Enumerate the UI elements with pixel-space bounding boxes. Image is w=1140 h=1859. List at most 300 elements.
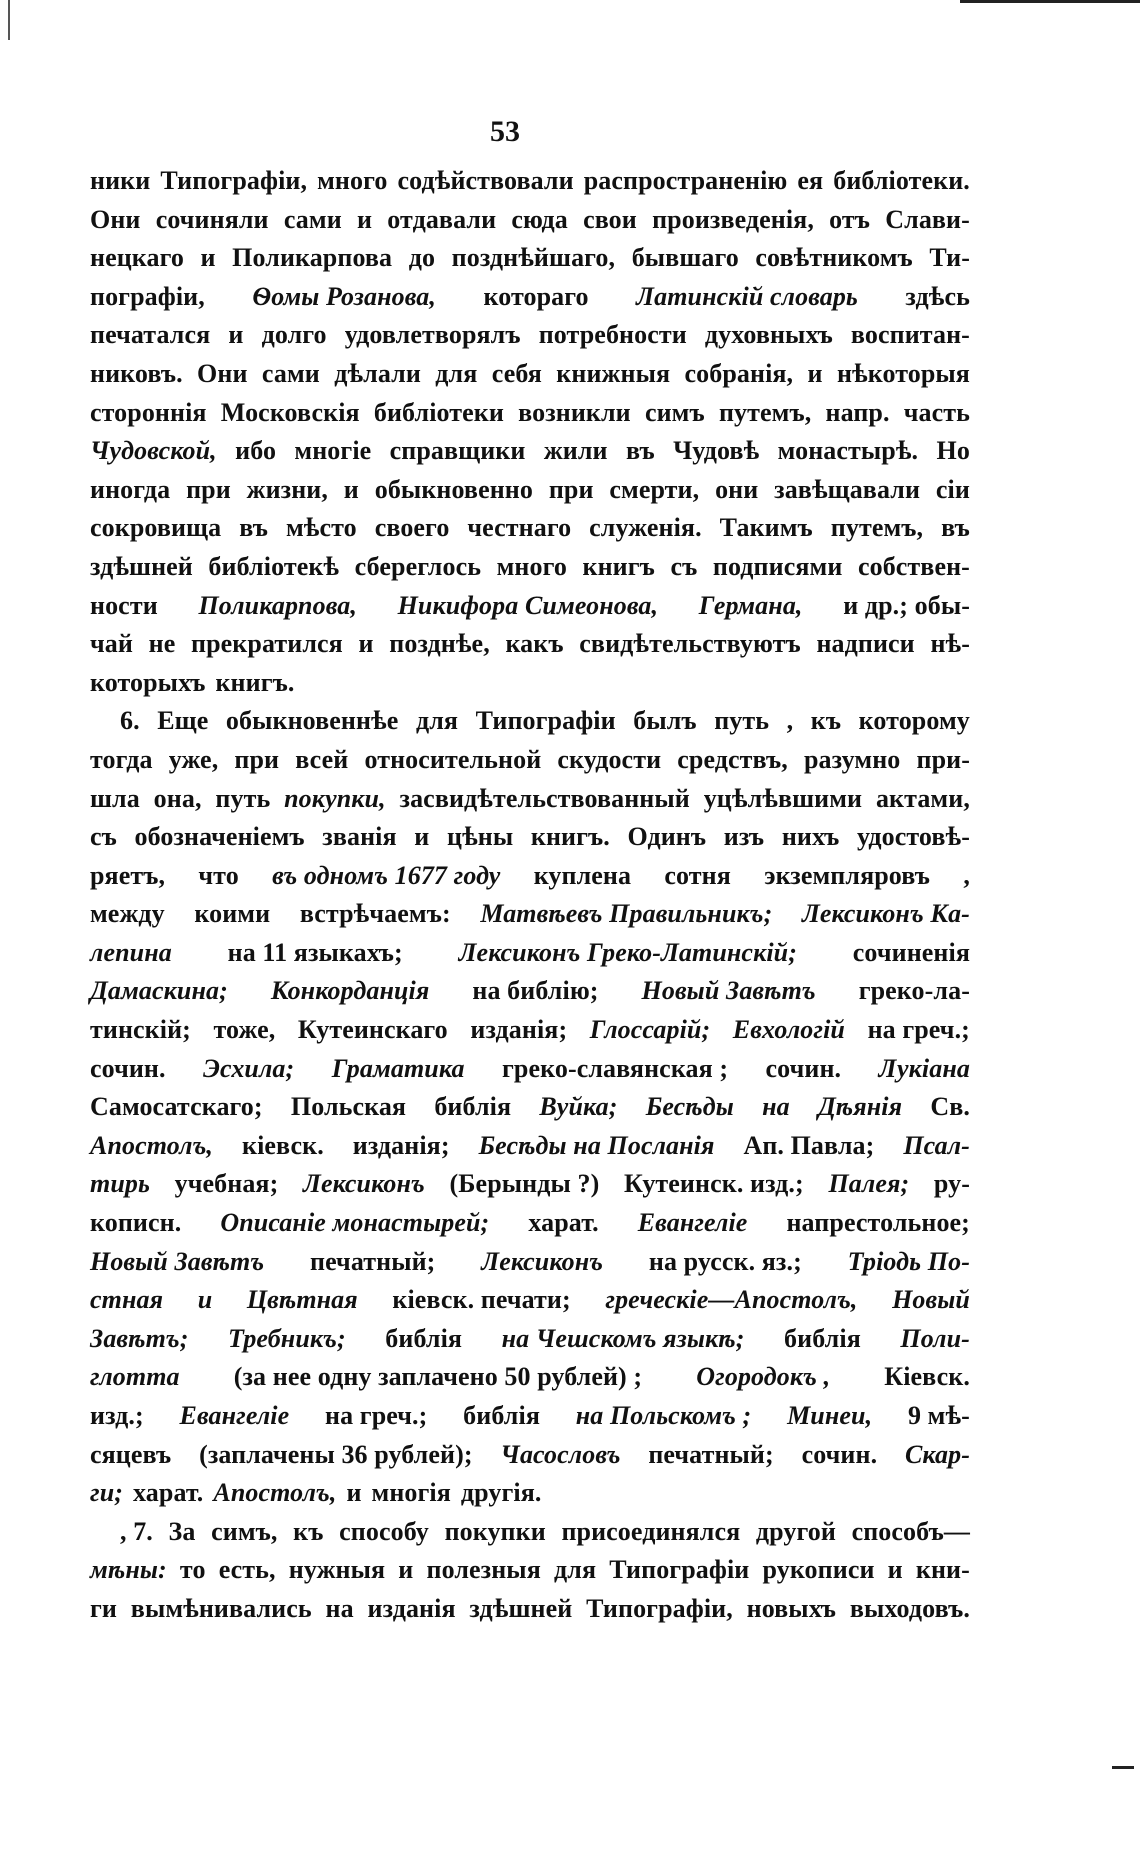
- word: часть: [903, 397, 970, 427]
- word: Скар-: [904, 1439, 970, 1469]
- word: и: [346, 1478, 362, 1508]
- word: Латинскій словарь: [636, 281, 858, 311]
- word: и: [358, 629, 374, 659]
- word: уцѣлѣвшими: [703, 783, 863, 813]
- word: Апостолъ,: [90, 1130, 214, 1160]
- word: Типографіи,: [586, 1593, 733, 1623]
- word: изъ: [723, 822, 765, 852]
- word: библія: [434, 1092, 512, 1122]
- text-line: [90, 1474, 970, 1513]
- word: свои: [583, 204, 637, 234]
- word: способу: [339, 1516, 429, 1546]
- word: которыхъ: [90, 667, 206, 697]
- word: (заплачены 36 рублей);: [199, 1439, 473, 1469]
- word: удовлетворялъ: [344, 320, 521, 350]
- word: Св.: [930, 1092, 970, 1122]
- word: на библію;: [472, 976, 599, 1006]
- word: нихъ: [781, 822, 840, 852]
- word: 6.: [120, 706, 140, 736]
- word: Эсхила;: [203, 1053, 295, 1083]
- word: разумно: [803, 744, 901, 774]
- word: уже,: [168, 744, 219, 774]
- word: Такимъ: [719, 513, 813, 543]
- word: дѣлали: [334, 358, 421, 388]
- word: Вуйка;: [539, 1092, 618, 1122]
- word: кіевск.: [241, 1130, 324, 1160]
- word: путь: [215, 783, 271, 813]
- text-line: [90, 1204, 970, 1243]
- word: Они: [90, 204, 141, 234]
- word: духовныхъ: [704, 320, 833, 350]
- word: глотта: [90, 1362, 180, 1392]
- text-line: [90, 1243, 970, 1282]
- word: экземпляровъ: [764, 860, 931, 890]
- word: и др.; обы-: [843, 590, 970, 620]
- word: Слави-: [885, 204, 970, 234]
- word: Дамаскина;: [90, 976, 228, 1006]
- word: ибо: [235, 436, 277, 466]
- word: тинскій;: [90, 1015, 191, 1045]
- word: Дѣянія: [817, 1092, 903, 1122]
- word: цѣны: [446, 822, 514, 852]
- word: завѣщавали: [774, 474, 921, 504]
- word: печатный;: [309, 1246, 436, 1276]
- word: книгъ.: [215, 667, 295, 697]
- text-line: [90, 857, 970, 896]
- word: 9 мѣ-: [907, 1401, 970, 1430]
- word: она,: [153, 783, 202, 813]
- word: встрѣчаемъ:: [299, 899, 451, 929]
- word: сочиненія: [852, 937, 970, 967]
- word: сочин.: [801, 1439, 878, 1469]
- word: изд.;: [90, 1401, 144, 1430]
- word: харат.: [133, 1478, 204, 1508]
- word: произведенія,: [652, 204, 814, 234]
- word: (Берынды ?): [449, 1169, 600, 1199]
- word: тогда: [90, 744, 153, 774]
- text-line: [90, 548, 970, 587]
- word: прекратился: [191, 629, 343, 659]
- word: сяцевъ: [90, 1439, 172, 1469]
- word: сіи: [935, 474, 970, 504]
- text-line: [90, 1165, 970, 1204]
- word: печатался: [90, 320, 211, 350]
- word: Лексиконъ Ка-: [801, 899, 970, 929]
- word: библіотеки: [373, 397, 504, 427]
- word: ,: [786, 706, 794, 736]
- word: сочин.: [90, 1053, 166, 1083]
- word: Матвѣевъ Правильникъ;: [480, 899, 773, 929]
- word: подписями: [712, 551, 843, 581]
- word: Конкорданція: [270, 976, 430, 1006]
- word: на греч.;: [867, 1015, 970, 1045]
- word: въ: [941, 513, 970, 543]
- word: сбереглось: [354, 551, 482, 581]
- word: ги;: [90, 1478, 124, 1508]
- word: ги: [90, 1593, 117, 1623]
- text-line: [90, 432, 970, 471]
- word: Лексиконъ: [303, 1169, 425, 1199]
- word: возникли: [518, 397, 631, 427]
- word: симъ: [644, 397, 705, 427]
- text-line: [90, 1590, 970, 1629]
- word: жили: [543, 436, 608, 466]
- text-line: [90, 780, 970, 819]
- word: Евангеліе: [179, 1401, 290, 1430]
- word: скудости: [557, 744, 662, 774]
- word: въ: [625, 436, 655, 466]
- word: тирь: [90, 1169, 150, 1199]
- page-number: 53: [490, 115, 520, 148]
- text-line: [90, 316, 970, 355]
- word: потребности: [538, 320, 687, 350]
- word: которому: [858, 706, 970, 736]
- word: Новый Завѣтъ: [641, 976, 816, 1006]
- word: и: [807, 358, 823, 388]
- word: долго: [261, 320, 327, 350]
- word: и: [228, 320, 244, 350]
- word: путь: [714, 706, 770, 736]
- word: Граматика: [331, 1053, 465, 1083]
- word: что: [198, 860, 239, 890]
- text-line: [90, 1397, 970, 1436]
- word: содѣйствовали: [397, 166, 574, 195]
- word: званія: [322, 822, 397, 852]
- word: изданія;: [470, 1015, 568, 1045]
- text-line: [90, 1127, 970, 1166]
- word: Ѳомы Розанова,: [252, 281, 436, 311]
- word: другія.: [460, 1478, 542, 1508]
- text-line: [90, 895, 970, 934]
- word: куплена: [533, 860, 632, 890]
- word: на Чешскомъ языкѣ;: [501, 1323, 745, 1353]
- word: многіе: [294, 436, 372, 466]
- text-line: [90, 471, 970, 510]
- text-line: [90, 201, 970, 240]
- word: книжныя: [556, 358, 671, 388]
- word: коими: [194, 899, 271, 929]
- word: отдавали: [387, 204, 497, 234]
- word: на 11 языкахъ;: [227, 937, 403, 967]
- word: За: [168, 1516, 196, 1546]
- word: не: [148, 629, 176, 659]
- text-line: [90, 1551, 970, 1590]
- word: напр.: [825, 397, 890, 427]
- text-line: [90, 394, 970, 433]
- word: смерти,: [609, 474, 700, 504]
- word: никовъ.: [90, 358, 183, 388]
- word: обыкновеннѣе: [225, 706, 399, 736]
- word: мѣсто: [285, 513, 357, 543]
- word: Тріодь По-: [847, 1246, 970, 1276]
- word: на русск. яз.;: [648, 1246, 802, 1276]
- word: позднѣе,: [389, 629, 490, 659]
- word: изданія: [367, 1593, 456, 1623]
- word: сами: [283, 204, 342, 234]
- word: Бесѣды: [645, 1092, 734, 1122]
- word: Глоссарій;: [589, 1015, 711, 1045]
- word: Минеи,: [787, 1401, 873, 1430]
- word: съ: [670, 551, 698, 581]
- body-text: [90, 162, 970, 1629]
- word: библіотекѣ: [208, 551, 340, 581]
- word: Огородокъ ,: [696, 1362, 831, 1392]
- word: позднѣйшаго,: [451, 243, 616, 273]
- word: честнаго: [467, 513, 572, 543]
- word: при-: [916, 744, 970, 774]
- text-line: [90, 664, 970, 703]
- text-line: [90, 1088, 970, 1127]
- word: печатный;: [648, 1439, 774, 1469]
- word: (за нее одну заплачено 50 рублей) ;: [233, 1362, 643, 1392]
- word: Еще: [157, 706, 209, 736]
- word: свидѣтельствуютъ: [579, 629, 801, 659]
- text-line: [90, 587, 970, 626]
- word: здѣшней: [90, 551, 193, 581]
- word: между: [90, 899, 165, 929]
- text-line: [90, 1436, 970, 1475]
- word: котораго: [483, 281, 589, 311]
- word: рукописи: [762, 1555, 875, 1585]
- text-line: [90, 934, 970, 973]
- word: здѣсь: [905, 281, 970, 311]
- word: Одинъ: [627, 822, 707, 852]
- word: на: [762, 1092, 790, 1122]
- word: иногда: [90, 474, 171, 504]
- word: Евангеліе: [637, 1208, 748, 1238]
- word: путемъ,: [718, 397, 812, 427]
- word: много: [317, 166, 388, 195]
- word: служенія.: [589, 513, 702, 543]
- word: отъ: [829, 204, 871, 234]
- word: ники: [90, 166, 151, 195]
- word: чай: [90, 629, 133, 659]
- word: Лексиконъ: [481, 1246, 604, 1276]
- word: Поли-: [900, 1323, 970, 1353]
- word: и: [343, 474, 359, 504]
- word: монастырѣ.: [777, 436, 919, 466]
- word: Псал-: [903, 1130, 970, 1160]
- word: сотня: [664, 860, 731, 890]
- word: другой: [755, 1516, 836, 1546]
- word: есть,: [218, 1555, 276, 1585]
- word: греческіе—Апостолъ,: [605, 1285, 858, 1315]
- word: при: [548, 474, 594, 504]
- word: собствен-: [857, 551, 970, 581]
- word: библія: [463, 1401, 540, 1430]
- text-line: [90, 509, 970, 548]
- word: то: [179, 1555, 206, 1585]
- word: кни-: [915, 1555, 970, 1585]
- word: Но: [936, 436, 970, 466]
- word: харат.: [528, 1208, 599, 1238]
- text-line: [90, 1011, 970, 1050]
- word: Требникъ;: [228, 1323, 346, 1353]
- word: себя: [491, 358, 542, 388]
- word: съ: [90, 822, 117, 852]
- word: здѣшней: [469, 1593, 573, 1623]
- text-line: [90, 239, 970, 278]
- word: нецкаго: [90, 243, 184, 273]
- word: на: [325, 1593, 354, 1623]
- word: и: [197, 1285, 213, 1315]
- word: вымѣнивались: [130, 1593, 312, 1623]
- word: сами: [261, 358, 320, 388]
- word: покупки: [444, 1516, 546, 1546]
- word: греко-славянская ;: [502, 1053, 729, 1083]
- word: Лексиконъ Греко-Латинскій;: [458, 937, 797, 967]
- word: Новый Завѣтъ: [90, 1246, 265, 1276]
- text-line: [90, 702, 970, 741]
- word: и: [414, 822, 430, 852]
- word: засвидѣтельствованный: [399, 783, 690, 813]
- word: сочиняли: [155, 204, 269, 234]
- word: ности: [90, 590, 158, 620]
- word: путемъ,: [830, 513, 924, 543]
- word: способъ—: [851, 1516, 970, 1546]
- word: обозначеніемъ: [134, 822, 305, 852]
- word: многія: [371, 1478, 451, 1508]
- word: ея: [797, 166, 824, 195]
- text-line: [90, 355, 970, 394]
- word: книгъ.: [530, 822, 610, 852]
- word: греко-ла-: [858, 976, 970, 1006]
- word: Ап. Павла;: [743, 1130, 875, 1160]
- word: сокровища: [90, 513, 222, 543]
- word: много: [496, 551, 567, 581]
- word: Типографіи: [609, 1555, 750, 1585]
- word: своего: [374, 513, 450, 543]
- word: Германа,: [698, 590, 803, 620]
- word: Евхологій: [732, 1015, 845, 1045]
- text-line: [90, 162, 970, 201]
- word: на Польскомъ ;: [575, 1401, 752, 1430]
- word: къ: [293, 1516, 324, 1546]
- word: стороннія: [90, 397, 207, 427]
- word: при: [186, 474, 231, 504]
- word: библія: [784, 1323, 861, 1353]
- word: Кутеинскаго: [297, 1015, 448, 1045]
- word: кіевск. печати;: [392, 1285, 571, 1315]
- word: собранія,: [684, 358, 794, 388]
- text-line: [90, 741, 970, 780]
- word: жизни,: [246, 474, 328, 504]
- word: шла: [90, 783, 140, 813]
- word: до: [408, 243, 436, 273]
- word: библіотеки.: [833, 166, 970, 195]
- word: нѣ-: [930, 629, 970, 659]
- word: бывшаго: [631, 243, 739, 273]
- word: въ: [239, 513, 268, 543]
- text-line: [90, 1513, 970, 1552]
- word: Апостолъ,: [213, 1478, 337, 1508]
- word: Кіевск.: [884, 1362, 970, 1392]
- word: полезныя: [426, 1555, 541, 1585]
- word: обыкновенно: [374, 474, 533, 504]
- word: ру-: [933, 1169, 970, 1199]
- word: покупки,: [284, 783, 386, 813]
- word: Описаніе монастырей;: [220, 1208, 490, 1238]
- word: какъ: [505, 629, 564, 659]
- word: средствъ,: [677, 744, 788, 774]
- word: удостовѣ-: [856, 822, 970, 852]
- word: кописн.: [90, 1208, 182, 1238]
- word: ряетъ,: [90, 860, 166, 890]
- text-line: [90, 1320, 970, 1359]
- word: Никифора Симеонова,: [397, 590, 659, 620]
- word: Новый: [892, 1285, 970, 1315]
- word: въ одномъ 1677 году: [272, 860, 501, 890]
- word: тоже,: [213, 1015, 276, 1045]
- word: симъ,: [211, 1516, 278, 1546]
- word: сочин.: [765, 1053, 842, 1083]
- word: при: [234, 744, 280, 774]
- word: Они: [197, 358, 248, 388]
- word: стная: [90, 1285, 164, 1315]
- scan-margin-mark: [1112, 1766, 1134, 1769]
- word: новыхъ: [746, 1593, 837, 1623]
- word: для: [415, 706, 459, 736]
- word: мѣны:: [90, 1555, 167, 1585]
- text-line: [90, 972, 970, 1011]
- word: лепина: [90, 937, 172, 967]
- word: пографіи,: [90, 281, 205, 311]
- word: Типографіи: [475, 706, 616, 736]
- word: относительной: [364, 744, 542, 774]
- word: для: [435, 358, 478, 388]
- word: былъ: [633, 706, 697, 736]
- word: надписи: [816, 629, 915, 659]
- word: распространенію: [583, 166, 788, 195]
- word: и: [887, 1555, 903, 1585]
- word: Ти-: [929, 243, 970, 273]
- word: воспитан-: [850, 320, 970, 350]
- word: сюда: [511, 204, 568, 234]
- text-line: [90, 818, 970, 857]
- word: Чудовской,: [90, 436, 217, 466]
- word: , 7.: [120, 1516, 153, 1546]
- text-line: [90, 625, 970, 664]
- word: совѣтникомъ: [755, 243, 913, 273]
- word: Московскія: [220, 397, 360, 427]
- word: Часословъ: [500, 1439, 621, 1469]
- word: Бесѣды на Посланія: [478, 1130, 715, 1160]
- word: библія: [385, 1323, 463, 1353]
- text-line: [90, 278, 970, 317]
- word: Лукіана: [878, 1053, 970, 1083]
- text-line: [90, 1281, 970, 1320]
- word: для: [554, 1555, 597, 1585]
- word: Цвѣтная: [246, 1285, 358, 1315]
- word: изданія;: [352, 1130, 450, 1160]
- word: всей: [295, 744, 349, 774]
- word: Польская: [290, 1092, 407, 1122]
- word: нужныя: [288, 1555, 386, 1585]
- word: Поликарпова,: [198, 590, 357, 620]
- word: выходовъ.: [849, 1593, 970, 1623]
- word: ,: [963, 860, 970, 890]
- word: Типографіи,: [160, 166, 308, 195]
- word: Самосатскаго;: [90, 1092, 263, 1122]
- text-line: [90, 1358, 970, 1397]
- word: и: [357, 204, 373, 234]
- word: они: [715, 474, 759, 504]
- scan-edge-mark: [8, 0, 10, 40]
- word: нѣкоторыя: [836, 358, 970, 388]
- word: присоединялся: [561, 1516, 741, 1546]
- word: учебная;: [174, 1169, 279, 1199]
- word: Кутеинск. изд.;: [624, 1169, 804, 1199]
